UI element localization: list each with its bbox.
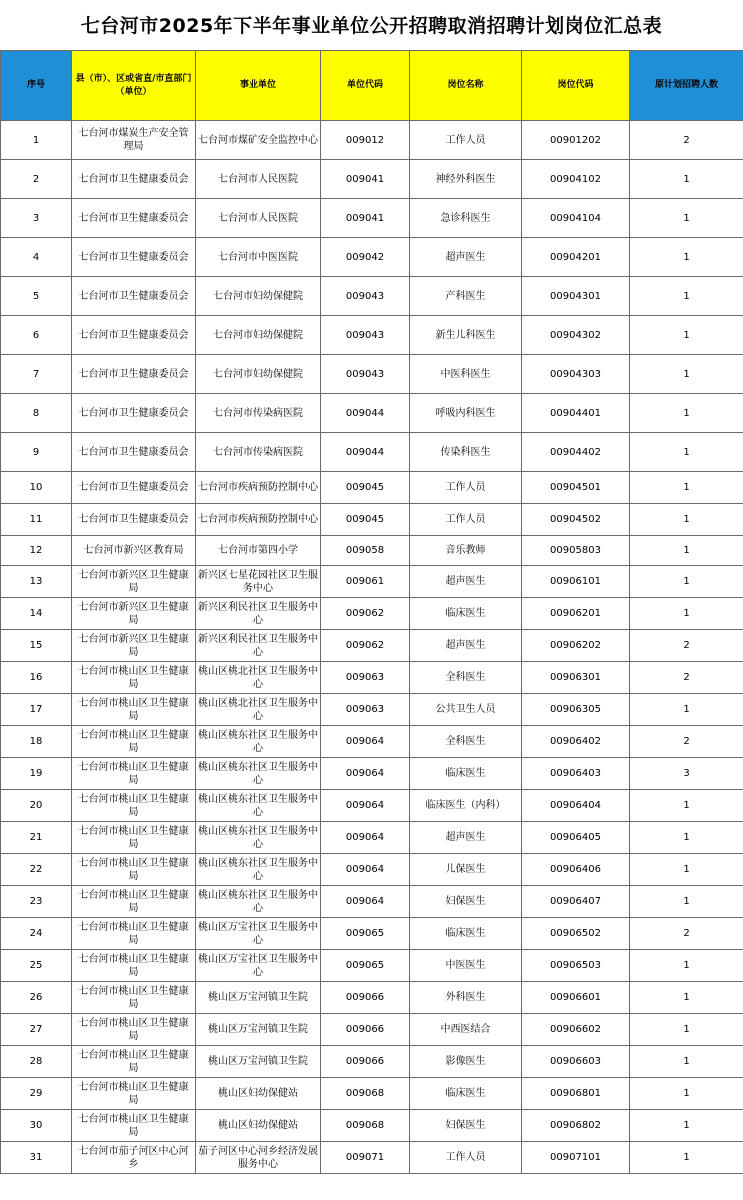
cell-post-code: 00906503 [522, 950, 630, 982]
cell-unit: 桃山区桃东社区卫生服务中心 [196, 726, 321, 758]
cell-unit-code: 009065 [321, 950, 410, 982]
cell-unit: 七台河市妇幼保健院 [196, 355, 321, 394]
cell-unit: 桃山区桃北社区卫生服务中心 [196, 694, 321, 726]
cell-post-code: 00906101 [522, 566, 630, 598]
cell-post-code: 00906402 [522, 726, 630, 758]
cell-unit-code: 009064 [321, 726, 410, 758]
cell-seq: 31 [1, 1142, 72, 1174]
cell-cancel-count: 2 [630, 726, 743, 758]
cell-post-code: 00907101 [522, 1142, 630, 1174]
cell-post-name: 全科医生 [410, 662, 522, 694]
cell-post-code: 00906405 [522, 822, 630, 854]
table-row [1, 982, 743, 1014]
cell-unit-code: 009065 [321, 918, 410, 950]
cell-county: 七台河市桃山区卫生健康局 [72, 854, 196, 886]
cell-unit: 新兴区利民社区卫生服务中心 [196, 630, 321, 662]
cell-unit: 七台河市疾病预防控制中心 [196, 504, 321, 536]
cell-post-code: 00906201 [522, 598, 630, 630]
cell-cancel-count: 1 [630, 160, 743, 199]
cell-county: 七台河市卫生健康委员会 [72, 504, 196, 536]
cell-unit-code: 009063 [321, 694, 410, 726]
cell-seq: 28 [1, 1046, 72, 1078]
table-row [1, 472, 743, 504]
cell-county: 七台河市卫生健康委员会 [72, 433, 196, 472]
cell-cancel-count: 1 [630, 199, 743, 238]
table-row [1, 726, 743, 758]
cell-post-name: 急诊科医生 [410, 199, 522, 238]
cell-cancel-count: 1 [630, 433, 743, 472]
cell-seq: 10 [1, 472, 72, 504]
cell-unit-code: 009064 [321, 886, 410, 918]
cell-unit: 桃山区桃东社区卫生服务中心 [196, 758, 321, 790]
cell-post-name: 工作人员 [410, 504, 522, 536]
cell-post-code: 00904102 [522, 160, 630, 199]
cell-county: 七台河市卫生健康委员会 [72, 238, 196, 277]
cell-unit: 七台河市疾病预防控制中心 [196, 472, 321, 504]
cell-post-code: 00906305 [522, 694, 630, 726]
cell-unit-code: 009066 [321, 1046, 410, 1078]
cell-post-name: 外科医生 [410, 982, 522, 1014]
cell-post-code: 00904401 [522, 394, 630, 433]
cell-county: 七台河市桃山区卫生健康局 [72, 822, 196, 854]
cell-post-code: 00906403 [522, 758, 630, 790]
cell-cancel-count: 1 [630, 472, 743, 504]
cell-post-name: 工作人员 [410, 472, 522, 504]
table-row [1, 630, 743, 662]
table-row [1, 1014, 743, 1046]
cell-post-code: 00906602 [522, 1014, 630, 1046]
cell-post-code: 00904302 [522, 316, 630, 355]
header-unit-code: 单位代码 [321, 51, 410, 121]
cell-unit: 桃山区桃东社区卫生服务中心 [196, 822, 321, 854]
cell-post-code: 00904501 [522, 472, 630, 504]
cell-post-name: 临床医生 [410, 918, 522, 950]
cell-unit-code: 009045 [321, 472, 410, 504]
cell-unit: 七台河市人民医院 [196, 199, 321, 238]
cell-post-name: 传染科医生 [410, 433, 522, 472]
cell-county: 七台河市卫生健康委员会 [72, 472, 196, 504]
cell-unit-code: 009041 [321, 160, 410, 199]
cell-cancel-count: 1 [630, 1078, 743, 1110]
cell-seq: 15 [1, 630, 72, 662]
header-cancel-count: 原计划招聘人数 [630, 51, 743, 121]
cell-county: 七台河市新兴区卫生健康局 [72, 630, 196, 662]
cell-post-name: 儿保医生 [410, 854, 522, 886]
cell-unit-code: 009061 [321, 566, 410, 598]
table-row [1, 886, 743, 918]
cell-seq: 8 [1, 394, 72, 433]
cell-post-code: 00906603 [522, 1046, 630, 1078]
cell-post-code: 00904402 [522, 433, 630, 472]
cell-unit-code: 009041 [321, 199, 410, 238]
cell-post-name: 临床医生 [410, 1078, 522, 1110]
cell-unit: 七台河市人民医院 [196, 160, 321, 199]
cell-cancel-count: 1 [630, 355, 743, 394]
table-row [1, 394, 743, 433]
cell-post-name: 呼吸内科医生 [410, 394, 522, 433]
cell-unit-code: 009044 [321, 433, 410, 472]
cell-county: 七台河市桃山区卫生健康局 [72, 982, 196, 1014]
cell-unit: 桃山区万宝河镇卫生院 [196, 982, 321, 1014]
cell-post-name: 临床医生（内科） [410, 790, 522, 822]
table-row [1, 1046, 743, 1078]
cell-post-name: 音乐教师 [410, 536, 522, 566]
table-row [1, 566, 743, 598]
table-row [1, 790, 743, 822]
header-seq: 序号 [1, 51, 72, 121]
cell-county: 七台河市卫生健康委员会 [72, 394, 196, 433]
cell-cancel-count: 1 [630, 950, 743, 982]
cell-unit: 新兴区七星花园社区卫生服务中心 [196, 566, 321, 598]
cell-county: 七台河市卫生健康委员会 [72, 199, 196, 238]
header-unit: 事业单位 [196, 51, 321, 121]
cell-unit-code: 009042 [321, 238, 410, 277]
cell-unit-code: 009058 [321, 536, 410, 566]
cell-unit: 七台河市第四小学 [196, 536, 321, 566]
cell-unit-code: 009062 [321, 598, 410, 630]
cell-post-name: 超声医生 [410, 566, 522, 598]
cell-seq: 21 [1, 822, 72, 854]
cell-seq: 13 [1, 566, 72, 598]
cell-unit-code: 009066 [321, 1014, 410, 1046]
cell-county: 七台河市卫生健康委员会 [72, 160, 196, 199]
table-row [1, 433, 743, 472]
cell-post-name: 中西医结合 [410, 1014, 522, 1046]
cell-cancel-count: 2 [630, 121, 743, 160]
cell-cancel-count: 1 [630, 790, 743, 822]
cell-seq: 22 [1, 854, 72, 886]
table-row [1, 758, 743, 790]
cell-cancel-count: 1 [630, 504, 743, 536]
cell-unit-code: 009064 [321, 822, 410, 854]
cell-unit-code: 009068 [321, 1110, 410, 1142]
cell-unit: 七台河市妇幼保健院 [196, 277, 321, 316]
cell-post-name: 临床医生 [410, 598, 522, 630]
cell-post-code: 00906407 [522, 886, 630, 918]
cell-seq: 23 [1, 886, 72, 918]
cell-post-name: 超声医生 [410, 630, 522, 662]
cell-post-name: 中医科医生 [410, 355, 522, 394]
header-post-code: 岗位代码 [522, 51, 630, 121]
recruitment-table [0, 50, 743, 1174]
cell-cancel-count: 1 [630, 854, 743, 886]
cell-post-code: 00906202 [522, 630, 630, 662]
cell-seq: 3 [1, 199, 72, 238]
cell-county: 七台河市桃山区卫生健康局 [72, 726, 196, 758]
cell-unit: 桃山区桃北社区卫生服务中心 [196, 662, 321, 694]
cell-seq: 4 [1, 238, 72, 277]
table-row [1, 854, 743, 886]
cell-county: 七台河市桃山区卫生健康局 [72, 1110, 196, 1142]
cell-seq: 6 [1, 316, 72, 355]
page-title: 七台河市2025年下半年事业单位公开招聘取消招聘计划岗位汇总表 [80, 15, 663, 37]
cell-unit: 新兴区利民社区卫生服务中心 [196, 598, 321, 630]
cell-cancel-count: 1 [630, 316, 743, 355]
cell-cancel-count: 1 [630, 694, 743, 726]
cell-post-code: 00905803 [522, 536, 630, 566]
cell-unit-code: 009012 [321, 121, 410, 160]
cell-post-name: 神经外科医生 [410, 160, 522, 199]
table-row [1, 1142, 743, 1174]
table-row [1, 662, 743, 694]
cell-post-code: 00904104 [522, 199, 630, 238]
cell-county: 七台河市桃山区卫生健康局 [72, 694, 196, 726]
header-post-name: 岗位名称 [410, 51, 522, 121]
cell-unit: 桃山区妇幼保健站 [196, 1110, 321, 1142]
cell-seq: 7 [1, 355, 72, 394]
header-county: 县（市）、区或省直/市直部门（单位） [72, 51, 196, 121]
table-row [1, 822, 743, 854]
cell-cancel-count: 1 [630, 536, 743, 566]
cell-unit: 七台河市传染病医院 [196, 433, 321, 472]
cell-seq: 29 [1, 1078, 72, 1110]
cell-cancel-count: 1 [630, 982, 743, 1014]
cell-post-name: 工作人员 [410, 1142, 522, 1174]
cell-post-name: 产科医生 [410, 277, 522, 316]
cell-county: 七台河市桃山区卫生健康局 [72, 758, 196, 790]
cell-unit: 七台河市传染病医院 [196, 394, 321, 433]
cell-unit: 桃山区万宝河镇卫生院 [196, 1014, 321, 1046]
cell-unit-code: 009043 [321, 316, 410, 355]
cell-unit-code: 009068 [321, 1078, 410, 1110]
cell-cancel-count: 1 [630, 822, 743, 854]
cell-post-name: 中医医生 [410, 950, 522, 982]
cell-post-code: 00906301 [522, 662, 630, 694]
cell-unit: 茄子河区中心河乡经济发展服务中心 [196, 1142, 321, 1174]
table-row [1, 160, 743, 199]
table-row [1, 918, 743, 950]
cell-seq: 9 [1, 433, 72, 472]
cell-unit-code: 009064 [321, 790, 410, 822]
cell-seq: 30 [1, 1110, 72, 1142]
cell-cancel-count: 3 [630, 758, 743, 790]
cell-unit: 七台河市中医医院 [196, 238, 321, 277]
cell-cancel-count: 1 [630, 1014, 743, 1046]
cell-post-code: 00906404 [522, 790, 630, 822]
cell-cancel-count: 1 [630, 1142, 743, 1174]
cell-cancel-count: 2 [630, 918, 743, 950]
cell-post-name: 新生儿科医生 [410, 316, 522, 355]
table-row [1, 1110, 743, 1142]
cell-unit: 桃山区桃东社区卫生服务中心 [196, 790, 321, 822]
cell-post-code: 00906802 [522, 1110, 630, 1142]
table-row [1, 598, 743, 630]
cell-seq: 17 [1, 694, 72, 726]
table-body [1, 121, 743, 1174]
cell-county: 七台河市卫生健康委员会 [72, 277, 196, 316]
cell-cancel-count: 1 [630, 394, 743, 433]
table-row [1, 238, 743, 277]
cell-county: 七台河市桃山区卫生健康局 [72, 1078, 196, 1110]
cell-post-code: 00906406 [522, 854, 630, 886]
header-row [1, 51, 743, 121]
cell-post-code: 00906801 [522, 1078, 630, 1110]
cell-unit-code: 009064 [321, 854, 410, 886]
cell-unit: 桃山区妇幼保健站 [196, 1078, 321, 1110]
table-row [1, 355, 743, 394]
cell-post-code: 00904301 [522, 277, 630, 316]
table-row [1, 199, 743, 238]
cell-cancel-count: 1 [630, 1046, 743, 1078]
cell-unit-code: 009045 [321, 504, 410, 536]
table-row [1, 694, 743, 726]
table-row [1, 1078, 743, 1110]
cell-unit: 桃山区万宝社区卫生服务中心 [196, 918, 321, 950]
cell-unit-code: 009063 [321, 662, 410, 694]
table-row [1, 121, 743, 160]
cell-seq: 24 [1, 918, 72, 950]
cell-unit-code: 009062 [321, 630, 410, 662]
cell-county: 七台河市桃山区卫生健康局 [72, 790, 196, 822]
cell-county: 七台河市卫生健康委员会 [72, 316, 196, 355]
cell-unit-code: 009043 [321, 355, 410, 394]
cell-post-name: 妇保医生 [410, 1110, 522, 1142]
cell-unit: 桃山区万宝河镇卫生院 [196, 1046, 321, 1078]
cell-county: 七台河市新兴区教育局 [72, 536, 196, 566]
cell-county: 七台河市新兴区卫生健康局 [72, 598, 196, 630]
cell-cancel-count: 2 [630, 630, 743, 662]
cell-unit: 桃山区桃东社区卫生服务中心 [196, 854, 321, 886]
cell-cancel-count: 1 [630, 277, 743, 316]
cell-seq: 2 [1, 160, 72, 199]
cell-cancel-count: 1 [630, 886, 743, 918]
cell-post-code: 00906502 [522, 918, 630, 950]
cell-unit-code: 009043 [321, 277, 410, 316]
table-row [1, 536, 743, 566]
cell-seq: 12 [1, 536, 72, 566]
cell-county: 七台河市茄子河区中心河乡 [72, 1142, 196, 1174]
cell-unit: 桃山区桃东社区卫生服务中心 [196, 886, 321, 918]
cell-seq: 25 [1, 950, 72, 982]
cell-cancel-count: 2 [630, 662, 743, 694]
cell-county: 七台河市桃山区卫生健康局 [72, 918, 196, 950]
cell-post-name: 影像医生 [410, 1046, 522, 1078]
cell-unit-code: 009064 [321, 758, 410, 790]
table-row [1, 504, 743, 536]
cell-county: 七台河市煤炭生产安全管理局 [72, 121, 196, 160]
cell-seq: 16 [1, 662, 72, 694]
cell-post-code: 00906601 [522, 982, 630, 1014]
cell-unit-code: 009044 [321, 394, 410, 433]
cell-unit: 七台河市煤矿安全监控中心 [196, 121, 321, 160]
cell-seq: 19 [1, 758, 72, 790]
table-row [1, 950, 743, 982]
cell-post-name: 妇保医生 [410, 886, 522, 918]
cell-county: 七台河市桃山区卫生健康局 [72, 950, 196, 982]
cell-seq: 20 [1, 790, 72, 822]
cell-cancel-count: 1 [630, 598, 743, 630]
cell-seq: 11 [1, 504, 72, 536]
cell-county: 七台河市桃山区卫生健康局 [72, 1014, 196, 1046]
cell-seq: 14 [1, 598, 72, 630]
cell-county: 七台河市新兴区卫生健康局 [72, 566, 196, 598]
cell-county: 七台河市卫生健康委员会 [72, 355, 196, 394]
cell-unit-code: 009071 [321, 1142, 410, 1174]
cell-seq: 5 [1, 277, 72, 316]
table-row [1, 277, 743, 316]
cell-post-name: 超声医生 [410, 238, 522, 277]
cell-seq: 26 [1, 982, 72, 1014]
cell-post-code: 00904502 [522, 504, 630, 536]
table-row [1, 316, 743, 355]
cell-county: 七台河市桃山区卫生健康局 [72, 1046, 196, 1078]
cell-unit: 七台河市妇幼保健院 [196, 316, 321, 355]
cell-seq: 18 [1, 726, 72, 758]
cell-post-code: 00904201 [522, 238, 630, 277]
cell-unit-code: 009066 [321, 982, 410, 1014]
cell-post-name: 全科医生 [410, 726, 522, 758]
cell-county: 七台河市桃山区卫生健康局 [72, 662, 196, 694]
cell-county: 七台河市桃山区卫生健康局 [72, 886, 196, 918]
cell-cancel-count: 1 [630, 1110, 743, 1142]
cell-cancel-count: 1 [630, 566, 743, 598]
cell-post-name: 超声医生 [410, 822, 522, 854]
cell-post-name: 公共卫生人员 [410, 694, 522, 726]
cell-post-name: 工作人员 [410, 121, 522, 160]
cell-post-code: 00901202 [522, 121, 630, 160]
cell-post-name: 临床医生 [410, 758, 522, 790]
cell-cancel-count: 1 [630, 238, 743, 277]
cell-post-code: 00904303 [522, 355, 630, 394]
cell-seq: 27 [1, 1014, 72, 1046]
cell-unit: 桃山区万宝社区卫生服务中心 [196, 950, 321, 982]
cell-seq: 1 [1, 121, 72, 160]
